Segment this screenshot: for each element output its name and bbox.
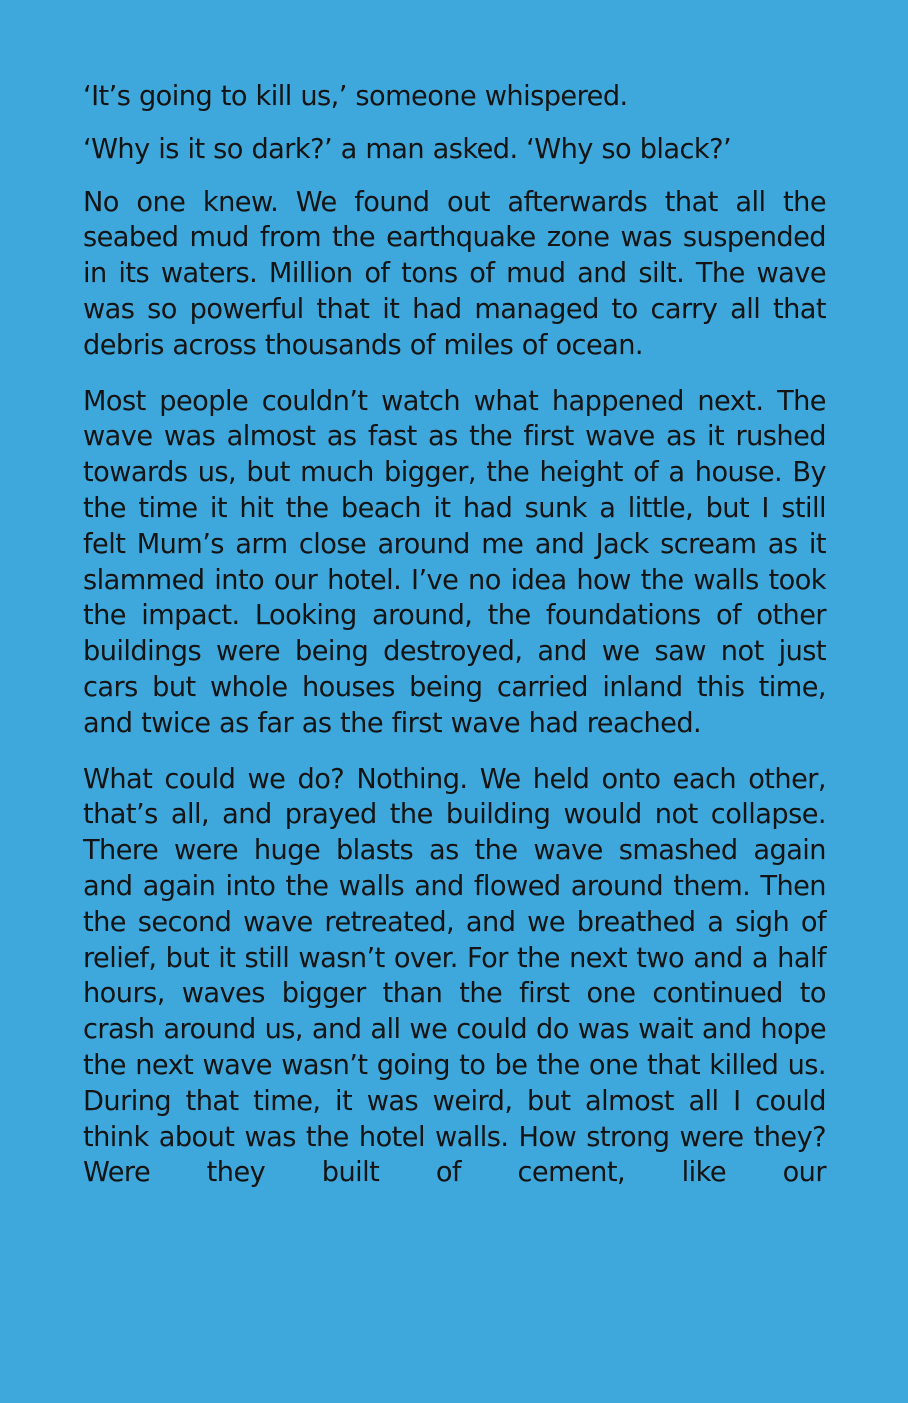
paragraph-whisper: ‘It’s going to kill us,’ someone whispered.	[83, 81, 628, 112]
paragraph-second-wave: Most people couldn’t watch what happened next. The wave was almost as fast as the first wave as it rushed towards us, but much bigger, the height of a house. By the time it hit the beach it had sunk a little, but I still felt Mum’s arm close around me and Jack scream as it slammed into our hotel. I’ve no idea how the walls took the impact. Looking around, the foundations of other buildings were being destroyed, and we saw not just cars but whole houses being carried inland this time, and twice as far as the first wave had reached.	[83, 385, 826, 739]
paragraph-seabed-mud: No one knew. We found out afterwards that all the seabed mud from the earthquake zone was suspended in its waters. Million of tons of mud and silt. The wave was so powerful that it had managed to carry all that debris across thousands of miles of ocean.	[83, 186, 826, 361]
paragraph-question: ‘Why is it so dark?’ a man asked. ‘Why so black?’	[83, 133, 732, 165]
paragraph-waiting: What could we do? Nothing. We held onto each other, that’s all, and prayed the building would not collapse. There were huge blasts as the wave smashed again and again into the walls and flowed around them. Then the second wave retreated, and we breathed a sigh of relief, but it still wasn’t over. For the next two and a half hours, waves bigger than the first one continued to crash around us, and all we could do was wait and hope the next wave wasn’t going to be the one that killed us. During that time, it was weird, but almost all I could think about was the hotel walls. How strong were they? Were they built of cement, like our	[83, 763, 826, 1189]
